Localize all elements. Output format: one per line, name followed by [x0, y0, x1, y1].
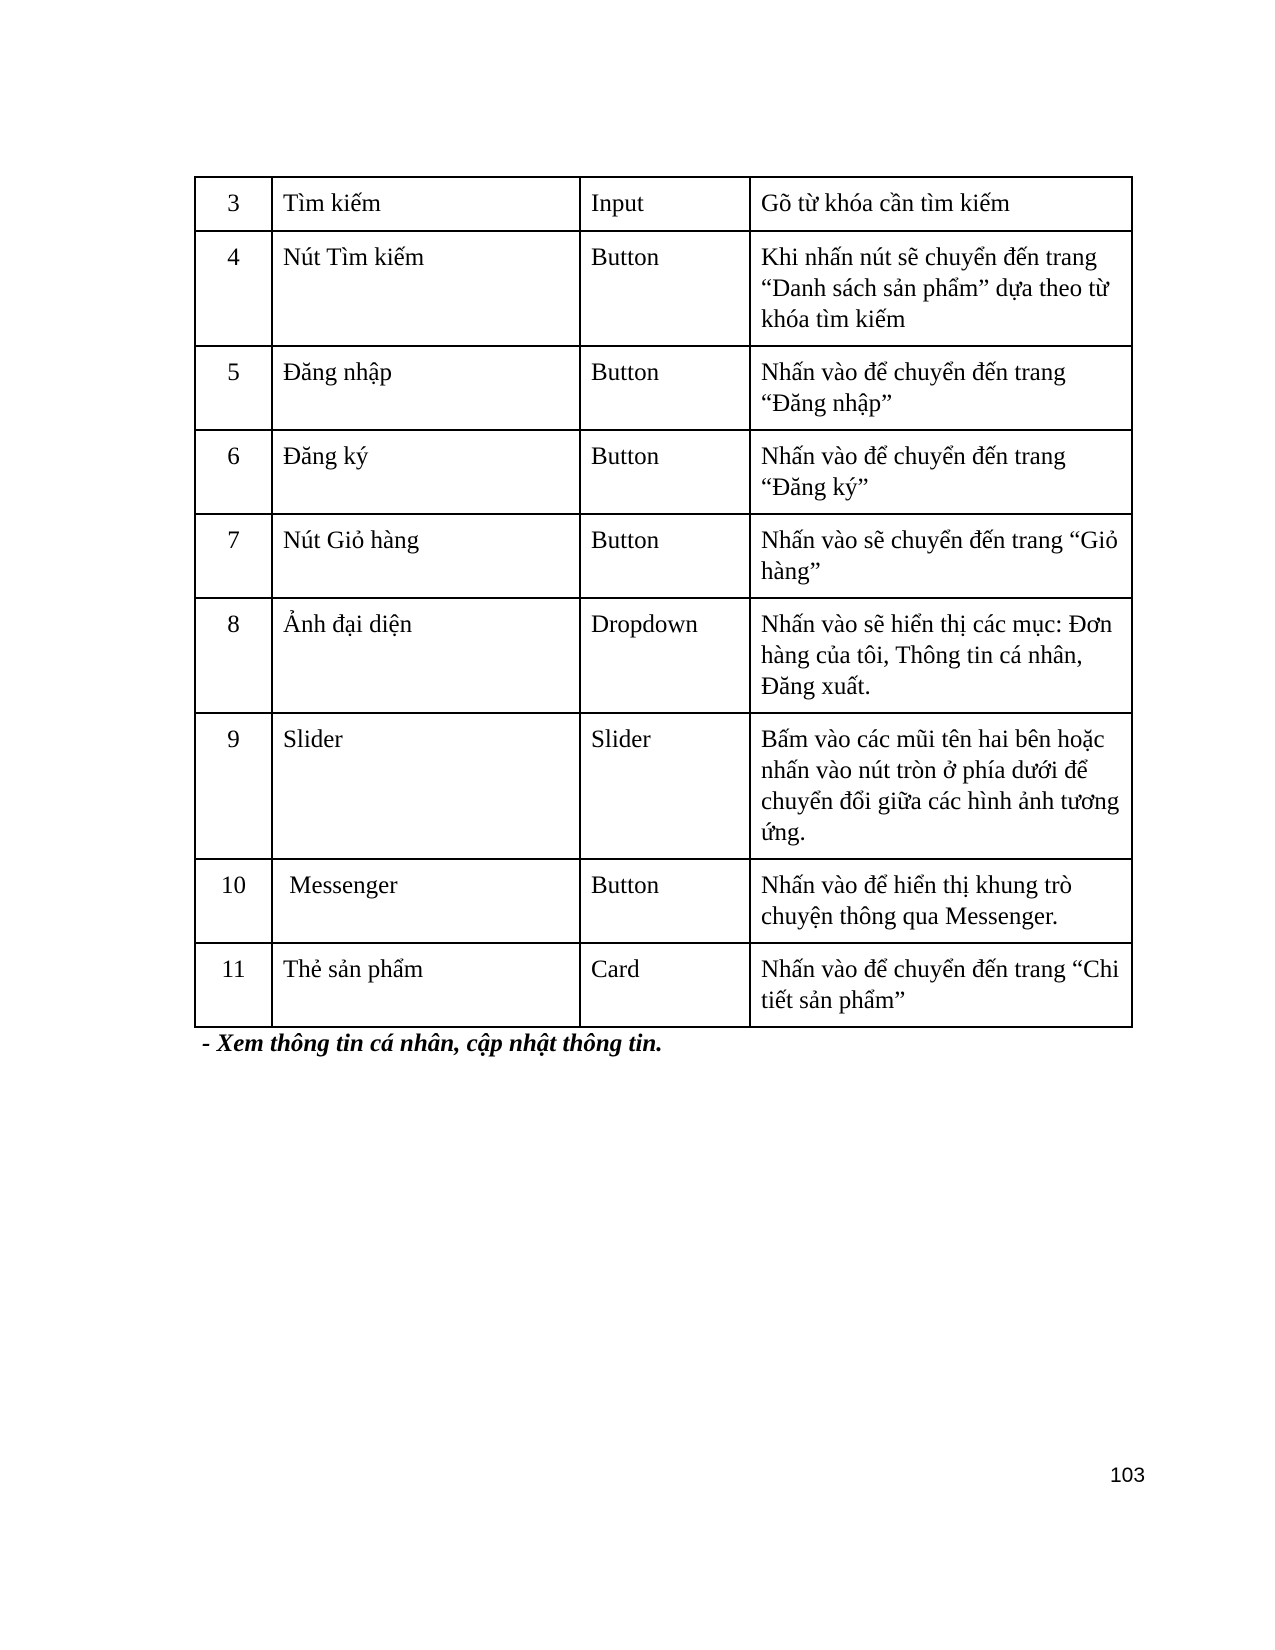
element-type: Button: [580, 231, 750, 346]
table-row: [195, 598, 1132, 713]
table-row: [195, 514, 1132, 598]
element-description: Gõ từ khóa cần tìm kiếm: [750, 177, 1132, 231]
element-description: Nhấn vào sẽ chuyển đến trang “Giỏ hàng”: [750, 514, 1132, 598]
element-description: Nhấn vào để chuyển đến trang “Đăng nhập”: [750, 346, 1132, 430]
element-description: Khi nhấn nút sẽ chuyển đến trang “Danh sách sản phẩm” dựa theo từ khóa tìm kiếm: [750, 231, 1132, 346]
row-number: 3: [195, 177, 272, 231]
element-name: Đăng ký: [272, 430, 580, 514]
element-type: Button: [580, 859, 750, 943]
row-number: 10: [195, 859, 272, 943]
element-description: Bấm vào các mũi tên hai bên hoặc nhấn vào nút tròn ở phía dưới để chuyển đổi giữa các hình ảnh tương ứng.: [750, 713, 1132, 859]
page-number: 103: [1110, 1464, 1146, 1487]
row-number: 6: [195, 430, 272, 514]
element-description: Nhấn vào để hiển thị khung trò chuyện thông qua Messenger.: [750, 859, 1132, 943]
row-number: 9: [195, 713, 272, 859]
element-type: Button: [580, 514, 750, 598]
table-row: [195, 177, 1132, 231]
section-note: - Xem thông tin cá nhân, cập nhật thông tin.: [202, 1030, 663, 1057]
table-row: [195, 346, 1132, 430]
table-row: [195, 943, 1132, 1027]
element-type: Button: [580, 430, 750, 514]
element-name: Ảnh đại diện: [272, 598, 580, 713]
table-row: [195, 713, 1132, 859]
table-row: [195, 430, 1132, 514]
element-description: Nhấn vào để chuyển đến trang “Chi tiết sản phẩm”: [750, 943, 1132, 1027]
table-row: [195, 231, 1132, 346]
row-number: 4: [195, 231, 272, 346]
row-number: 5: [195, 346, 272, 430]
element-name: Slider: [272, 713, 580, 859]
element-type: Input: [580, 177, 750, 231]
element-description: Nhấn vào sẽ hiển thị các mục: Đơn hàng của tôi, Thông tin cá nhân, Đăng xuất.: [750, 598, 1132, 713]
ui-spec-table: [194, 176, 1133, 1028]
element-name: Tìm kiếm: [272, 177, 580, 231]
row-number: 11: [195, 943, 272, 1027]
element-name: Đăng nhập: [272, 346, 580, 430]
element-name: Nút Tìm kiếm: [272, 231, 580, 346]
row-number: 8: [195, 598, 272, 713]
element-name: Nút Giỏ hàng: [272, 514, 580, 598]
element-name: Thẻ sản phẩm: [272, 943, 580, 1027]
element-type: Slider: [580, 713, 750, 859]
element-type: Dropdown: [580, 598, 750, 713]
table-row: [195, 859, 1132, 943]
element-name: Messenger: [272, 859, 580, 943]
element-description: Nhấn vào để chuyển đến trang “Đăng ký”: [750, 430, 1132, 514]
row-number: 7: [195, 514, 272, 598]
element-type: Button: [580, 346, 750, 430]
element-type: Card: [580, 943, 750, 1027]
